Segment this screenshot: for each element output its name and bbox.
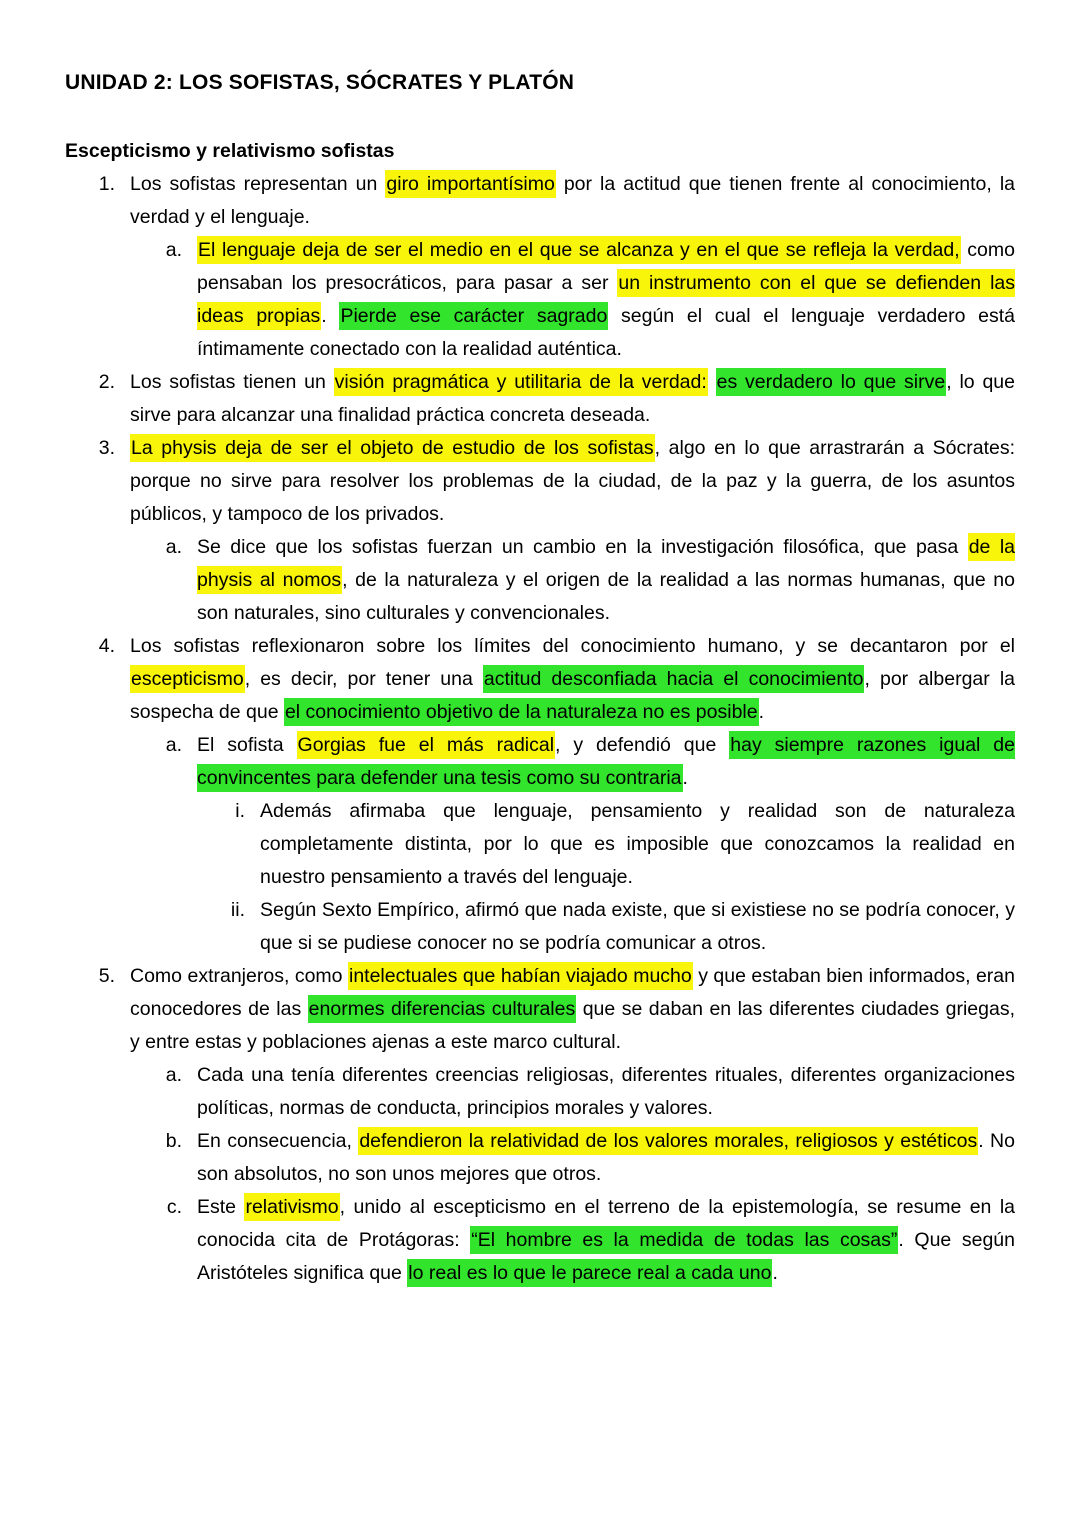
list-item-text: Se dice que los sofistas fuerzan un cambio en la investigación filosófica, que pasa de la physis al nomos, de la naturaleza y el origen de la realidad a las normas humanas, que no son naturales, sino culturales y convencionales.	[197, 533, 1015, 624]
list-item-4a-i	[65, 795, 1015, 894]
list-marker: 1.	[98, 173, 115, 195]
list-marker: c.	[166, 1196, 182, 1218]
list-item-text: Según Sexto Empírico, afirmó que nada existe, que si existiese no se podría conocer, y que si se pudiese conocer no se podría comunicar a otros.	[260, 899, 1015, 954]
section-heading: Escepticismo y relativismo sofistas	[65, 140, 395, 162]
list-item-text: Los sofistas representan un giro importantísimo por la actitud que tienen frente al conocimiento, la verdad y el lenguaje.	[130, 170, 1015, 228]
list-marker: 2.	[98, 371, 115, 393]
highlighted-text-green: es verdadero lo que sirve	[716, 368, 947, 396]
list-marker: a.	[165, 239, 182, 261]
highlighted-text-yellow: escepticismo	[130, 665, 245, 693]
highlighted-text-yellow: El lenguaje deja de ser el medio en el que se alcanza y en el que se refleja la verdad,	[197, 236, 961, 264]
list-item-text: Los sofistas tienen un visión pragmática y utilitaria de la verdad: es verdadero lo que sirve, lo que sirve para alcanzar una finalidad práctica concreta deseada.	[130, 368, 1015, 426]
list-item-text: La physis deja de ser el objeto de estudio de los sofistas, algo en lo que arrastrarán a Sócrates: porque no sirve para resolver los problemas de la ciudad, de la paz y la guerra, de los asuntos públicos, y tampoco de los privados.	[130, 434, 1015, 525]
highlighted-text-yellow: un instrumento con el que se defienden las ideas propias	[197, 269, 1015, 330]
list-item-text: Este relativismo, unido al escepticismo en el terreno de la epistemología, se resume en la conocida cita de Protágoras: “El hombre es la medida de todas las cosas”. Que según Aristóteles significa que lo real es lo que le parece real a cada uno.	[197, 1193, 1015, 1287]
highlighted-text-green: el conocimiento objetivo de la naturaleza no es posible	[284, 698, 759, 726]
list-item-1	[65, 168, 1015, 234]
highlighted-text-yellow: La physis deja de ser el objeto de estudio de los sofistas	[130, 434, 655, 462]
highlighted-text-yellow: de la physis al nomos	[197, 533, 1015, 594]
list-item-4a	[65, 729, 1015, 795]
highlighted-text-yellow: defendieron la relatividad de los valores morales, religiosos y estéticos	[358, 1127, 978, 1155]
highlighted-text-yellow: relativismo	[244, 1193, 339, 1221]
list-marker: i.	[235, 800, 245, 822]
page-title: UNIDAD 2: LOS SOFISTAS, SÓCRATES Y PLATÓN	[65, 71, 575, 94]
list-marker: 5.	[98, 965, 115, 987]
highlighted-text-yellow: intelectuales que habían viajado mucho	[348, 962, 693, 990]
list-marker: a.	[165, 536, 182, 558]
list-marker: a.	[165, 734, 182, 756]
highlighted-text-yellow: visión pragmática y utilitaria de la verdad:	[334, 368, 708, 396]
highlighted-text-yellow: Gorgias fue el más radical	[297, 731, 556, 759]
list-item-4	[65, 630, 1015, 729]
list-item-1a	[65, 234, 1015, 366]
list-marker: a.	[165, 1064, 182, 1086]
list-item-text: Cada una tenía diferentes creencias religiosas, diferentes rituales, diferentes organizaciones políticas, normas de conducta, principios morales y valores.	[197, 1064, 1015, 1119]
list-item-text: Los sofistas reflexionaron sobre los límites del conocimiento humano, y se decantaron por el escepticismo, es decir, por tener una actitud desconfiada hacia el conocimiento, por albergar la sospecha de que el conocimiento objetivo de la naturaleza no es posible.	[130, 635, 1015, 726]
list-item-5c	[65, 1191, 1015, 1290]
list-item-3a	[65, 531, 1015, 630]
highlighted-text-yellow: giro importantísimo	[385, 170, 555, 198]
list-item-text: Como extranjeros, como intelectuales que habían viajado mucho y que estaban bien informados, eran conocedores de las enormes diferencias culturales que se daban en las diferentes ciudades griegas, y entre estas y poblaciones ajenas a este marco cultural.	[130, 962, 1015, 1053]
list-item-2	[65, 366, 1015, 432]
list-item-text: En consecuencia, defendieron la relatividad de los valores morales, religiosos y estéticos. No son absolutos, no son unos mejores que otros.	[197, 1127, 1015, 1185]
list-item-3	[65, 432, 1015, 531]
list-item-4a-ii	[65, 894, 1015, 960]
list-marker: ii.	[230, 899, 245, 921]
list-item-5b	[65, 1125, 1015, 1191]
list-item-5	[65, 960, 1015, 1059]
list-marker: 3.	[98, 437, 115, 459]
highlighted-text-green: enormes diferencias culturales	[308, 995, 577, 1023]
highlighted-text-green: lo real es lo que le parece real a cada uno	[407, 1259, 772, 1287]
list-item-text: Además afirmaba que lenguaje, pensamiento y realidad son de naturaleza completamente distinta, por lo que es imposible que conozcamos la realidad en nuestro pensamiento a través del lenguaje.	[260, 800, 1015, 888]
outline-list	[65, 168, 1015, 1290]
highlighted-text-green: actitud desconfiada hacia el conocimiento	[483, 665, 865, 693]
list-item-5a	[65, 1059, 1015, 1125]
highlighted-text-green: “El hombre es la medida de todas las cosas”	[470, 1226, 898, 1254]
highlighted-text-green: Pierde ese carácter sagrado	[339, 302, 608, 330]
list-marker: b.	[165, 1130, 182, 1152]
highlighted-text-green: hay siempre razones igual de convincentes para defender una tesis como su contraria	[197, 731, 1015, 792]
list-item-text: El lenguaje deja de ser el medio en el que se alcanza y en el que se refleja la verdad, como pensaban los presocráticos, para pasar a ser un instrumento con el que se defienden las ideas propias. Pierde ese carácter sagrado según el cual el lenguaje verdadero está íntimamente conectado con la realidad auténtica.	[197, 236, 1015, 360]
list-item-text: El sofista Gorgias fue el más radical, y defendió que hay siempre razones igual de convincentes para defender una tesis como su contraria.	[197, 731, 1015, 792]
list-marker: 4.	[98, 635, 115, 657]
